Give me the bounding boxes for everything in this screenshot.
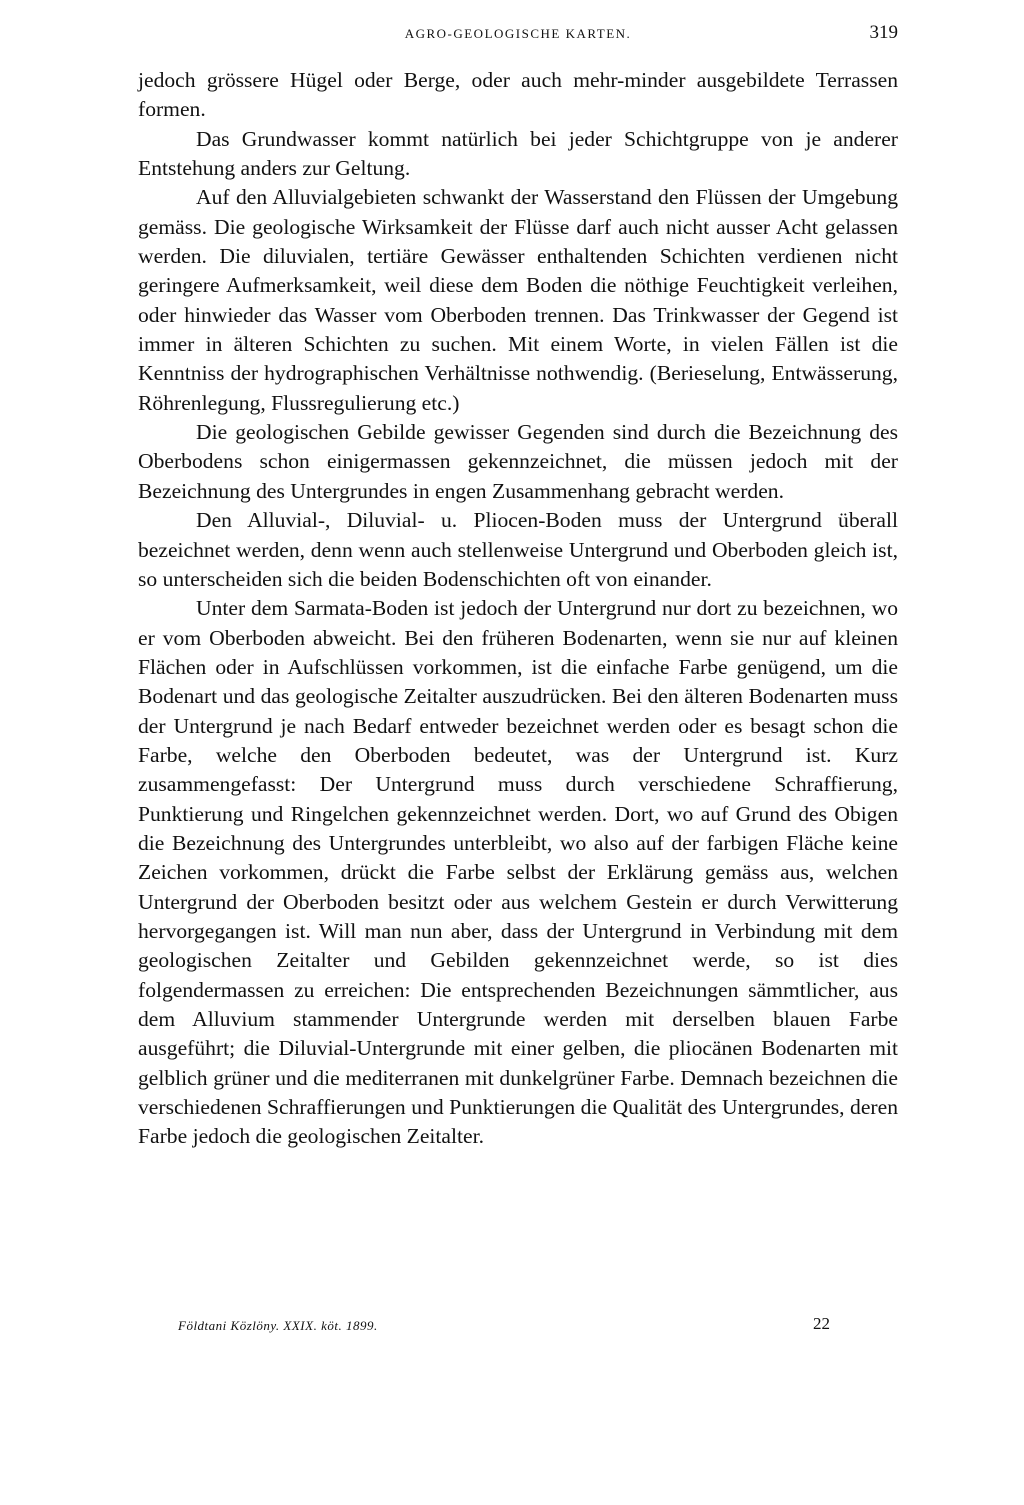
paragraph-alluvial-diluvial: Den Alluvial-, Diluvial- u. Pliocen-Boden muss der Untergrund überall bezeichnet werden, denn wenn auch stellenweise Untergrund und Oberboden gleich ist, so unterscheiden sich die beiden Bodenschichten oft von einander. bbox=[138, 508, 898, 591]
page-number: 319 bbox=[869, 22, 898, 43]
paragraph-sarmata-boden: Unter dem Sarmata-Boden ist jedoch der Untergrund nur dort zu bezeichnen, wo er vom Oberboden abweicht. Bei den früheren Bodenarten, wenn sie nur auf kleinen Flächen oder in Aufschlüssen vorkommen, ist die einfache Farbe genügend, um die Bodenart und das geologische Zeitalter auszudrücken. Bei den älteren Bodenarten muss der Untergrund je nach Bedarf entweder bezeichnet werden oder es besagt schon die Farbe, welche den Oberboden bedeutet, was der Untergrund ist. Kurz zusammengefasst: Der Untergrund muss durch verschiedene Schraffierung, Punktierung und Ringelchen gekennzeichnet werden. Dort, wo auf Grund des Obigen die Bezeichnung des Untergrundes unterbleibt, wo also auf der farbigen Fläche keine Zeichen vorkommen, drückt die Farbe selbst der Erklärung gemäss aus, welchen Untergrund der Oberboden besitzt oder aus welchem Gestein er durch Verwitterung hervorgegangen ist. Will man nun aber, dass der Untergrund in Verbindung mit dem geologischen Zeitalter und Gebilden gekennzeichnet werde, so ist dies folgendermassen zu erreichen: Die entsprechenden Bezeichnungen sämmtlicher, aus dem Alluvium stammender Untergrunde werden mit derselben blauen Farbe ausgeführt; die Diluvial-Untergrunde mit einer gelben, die pliocänen Bodenarten mit gelblich grüner und die mediterranen mit dunkelgrüner Farbe. Demnach bezeichnen die verschiedenen Schraffierungen und Punktierungen die Qualität des Untergrundes, deren Farbe jedoch die geologischen Zeitalter. bbox=[138, 596, 898, 1149]
footer-source: Földtani Közlöny. XXIX. köt. 1899. bbox=[178, 1318, 378, 1333]
page-footer bbox=[178, 1314, 830, 1338]
paragraph-grundwasser: Das Grundwasser kommt natürlich bei jeder Schichtgruppe von je anderer Entstehung anders zur Geltung. bbox=[138, 126, 898, 181]
body-text bbox=[138, 66, 898, 1152]
signature-mark: 22 bbox=[813, 1314, 830, 1333]
running-title: AGRO-GEOLOGISCHE KARTEN. bbox=[404, 26, 632, 41]
paragraph-continuation: jedoch grössere Hügel oder Berge, oder auch mehr-minder ausgebildete Terrassen formen. bbox=[138, 68, 898, 122]
running-head bbox=[138, 22, 898, 46]
paragraph-alluvialgebiete: Auf den Alluvialgebieten schwankt der Wasserstand den Flüssen der Umgebung gemäss. Die geologische Wirksamkeit der Flüsse darf auch nicht ausser Acht gelassen werden. Die diluvialen, tertiäre Gewässer enthaltenden Schichten verdienen nicht geringere Aufmerksamkeit, weil diese dem Boden die nöthige Feuchtigkeit verleihen, oder hinwieder das Wasser vom Oberboden trennen. Das Trinkwasser der Gegend ist immer in älteren Schichten zu suchen. Mit einem Worte, in vielen Fällen ist die Kenntniss der hydrographischen Verhältnisse nothwendig. (Berieselung, Entwässerung, Röhrenlegung, Flussregulierung etc.) bbox=[138, 185, 898, 415]
paragraph-geologische-gebilde: Die geologischen Gebilde gewisser Gegenden sind durch die Bezeichnung des Oberbodens schon einigermassen gekennzeichnet, die müssen jedoch mit der Bezeichnung des Untergrundes in engen Zusammenhang gebracht werden. bbox=[138, 420, 898, 503]
